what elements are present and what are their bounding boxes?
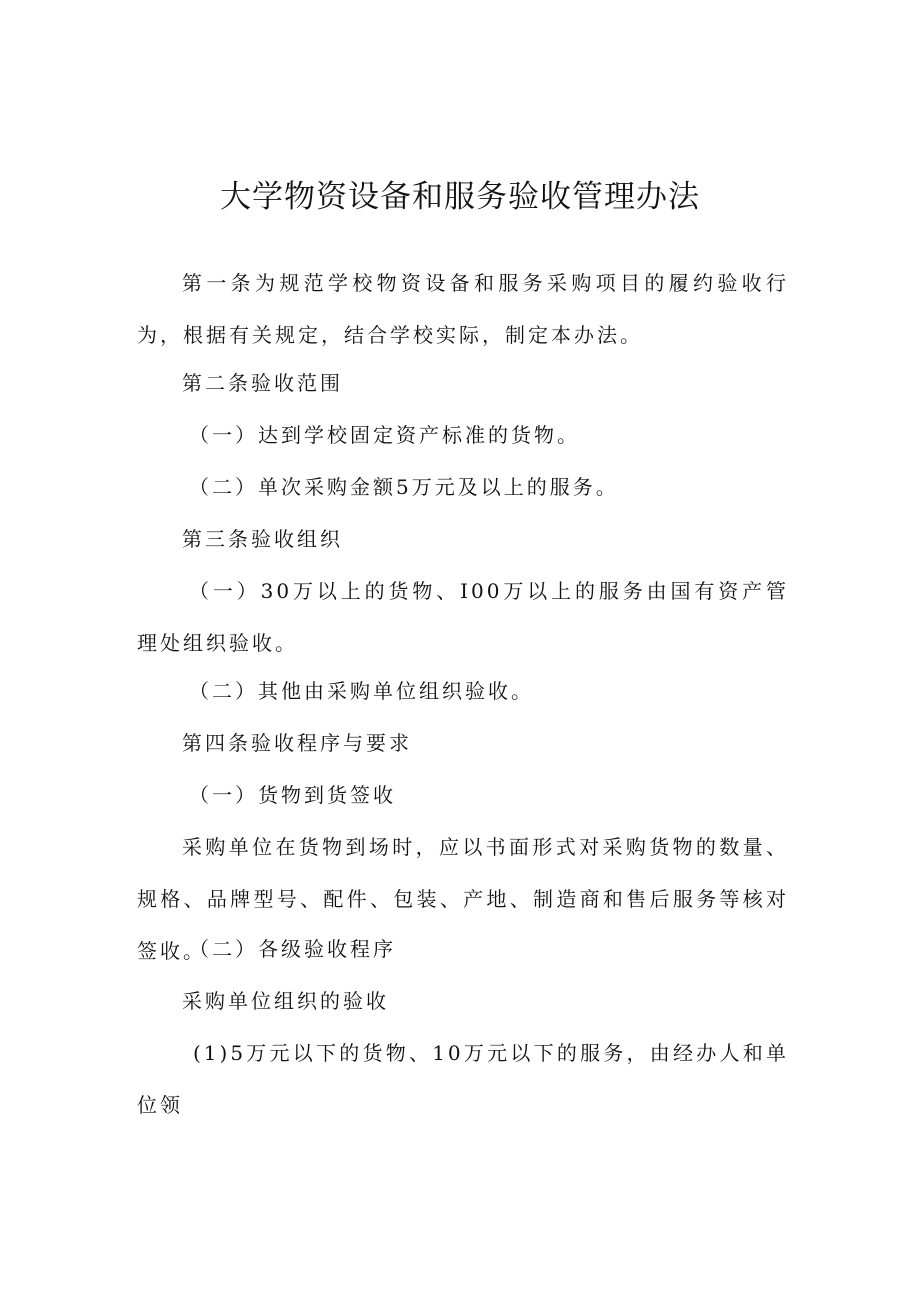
article-3-item-2: （二）其他由采购单位组织验收。 [189, 679, 534, 703]
article-2-item-2: （二）单次采购金额5万元及以上的服务。 [189, 475, 619, 499]
article-4-item-1: （一）货物到货签收 [189, 783, 396, 807]
article-1-paragraph: 第一条为规范学校物资设备和服务采购项目的履约验收行为，根据有关规定，结合学校实际，制定本办法。 [137, 271, 789, 347]
unit-acceptance-rule-1: (1)5万元以下的货物、10万元以下的服务，由经办人和单位领 [137, 1041, 789, 1117]
document-title: 大学物资设备和服务验收管理办法 [220, 179, 700, 215]
article-4-item-2: （二）各级验收程序 [189, 937, 396, 961]
article-3-heading: 第三条验收组织 [182, 527, 343, 551]
article-2-heading: 第二条验收范围 [182, 371, 343, 395]
article-4-heading: 第四条验收程序与要求 [182, 731, 412, 755]
article-3-item-1: （一）30万以上的货物、I00万以上的服务由国有资产管理处组织验收。 [137, 579, 789, 655]
unit-acceptance-heading: 采购单位组织的验收 [182, 989, 389, 1013]
article-4-receipt-paragraph: 采购单位在货物到场时，应以书面形式对采购货物的数量、规格、品牌型号、配件、包装、产地、制造商和售后服务等核对签收。 [137, 835, 789, 963]
article-2-item-1: （一）达到学校固定资产标准的货物。 [189, 423, 580, 447]
